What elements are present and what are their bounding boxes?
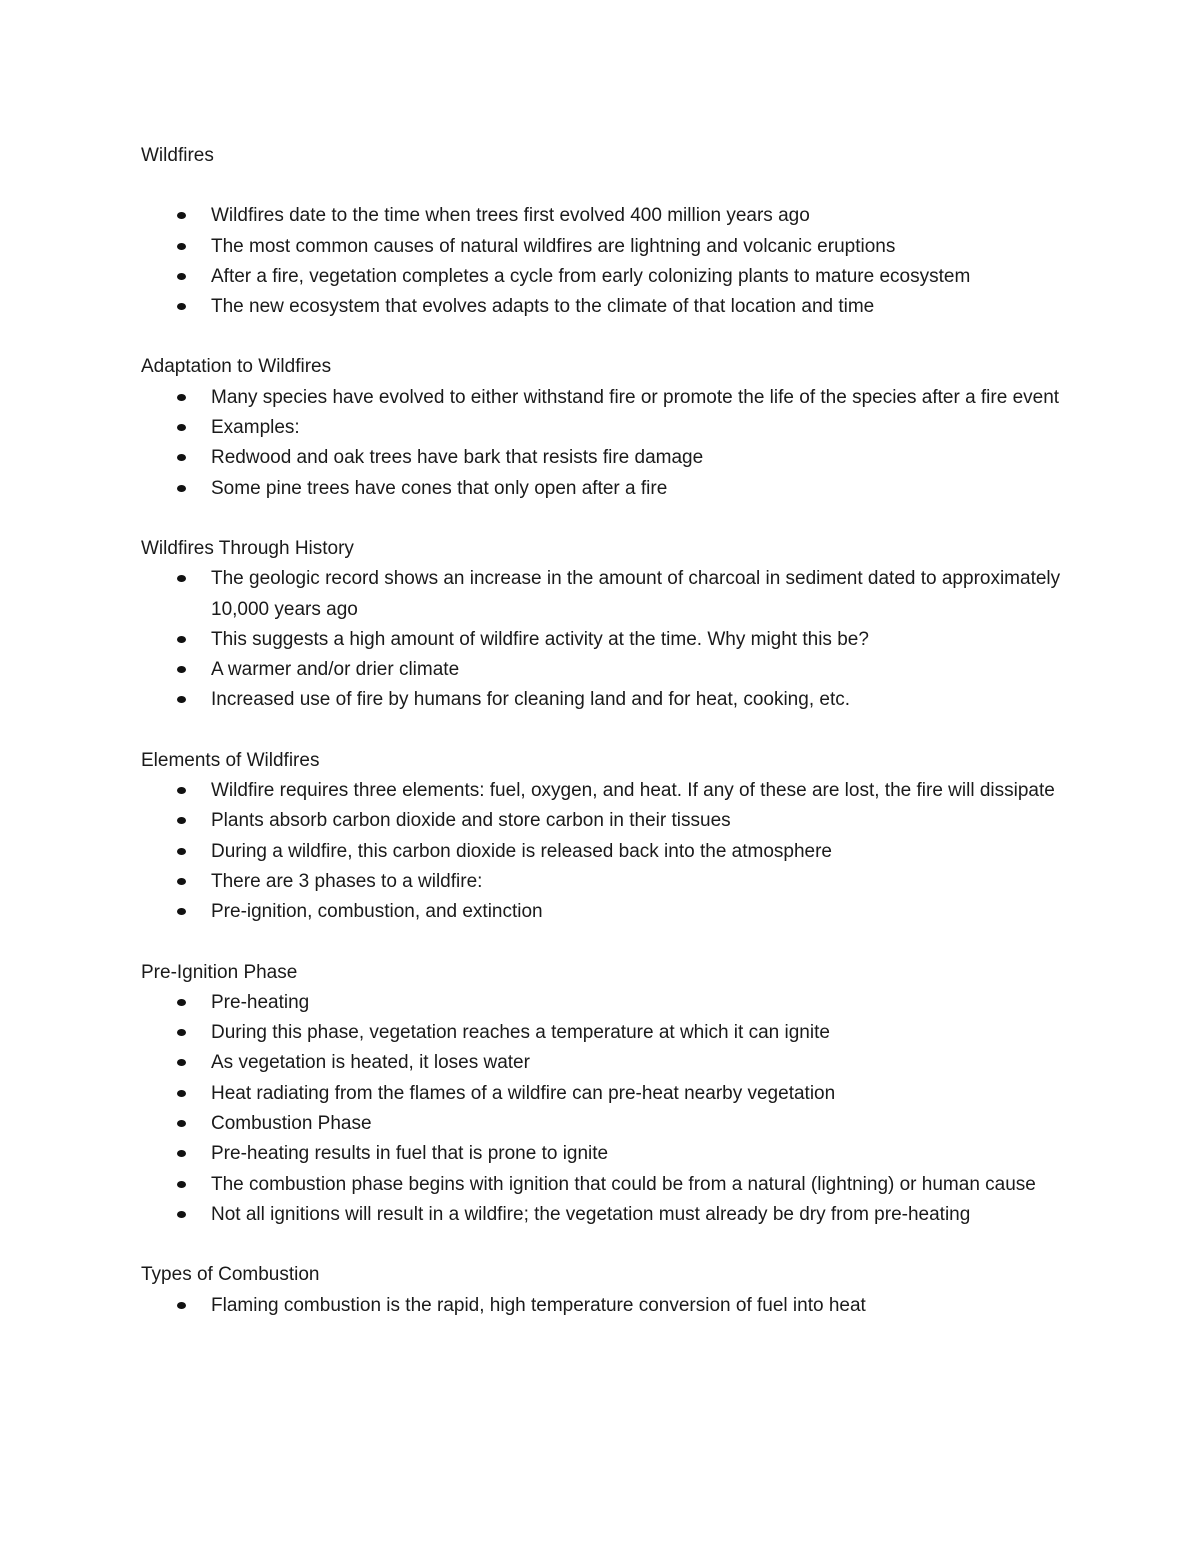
list-item — [141, 474, 1071, 504]
list-item-text: Increased use of fire by humans for cleaning land and for heat, cooking, etc. — [211, 689, 850, 711]
list-item — [141, 776, 1071, 806]
list-item — [141, 1291, 1071, 1321]
section-title-history: Wildfires Through History — [141, 537, 354, 559]
list-item — [141, 1170, 1071, 1200]
section-title-pre-ignition: Pre-Ignition Phase — [141, 961, 298, 983]
bullet-icon — [177, 485, 186, 492]
list-item-text: Plants absorb carbon dioxide and store carbon in their tissues — [211, 810, 731, 832]
bullet-icon — [177, 1090, 186, 1097]
bullet-icon — [177, 273, 186, 280]
list-item-text: During this phase, vegetation reaches a temperature at which it can ignite — [211, 1022, 830, 1044]
bullet-icon — [177, 575, 186, 582]
bullet-icon — [177, 666, 186, 673]
list-item-text: Redwood and oak trees have bark that resists fire damage — [211, 447, 704, 469]
list-item-text: Wildfire requires three elements: fuel, oxygen, and heat. If any of these are lost, the fire will dissipate — [211, 780, 1055, 802]
list-item-text: There are 3 phases to a wildfire: — [211, 870, 483, 892]
spacer — [141, 322, 1071, 352]
bullet-icon — [177, 303, 186, 310]
list-item-text: Not all ignitions will result in a wildfire; the vegetation must already be dry from pre-heating — [211, 1203, 971, 1225]
list-item-text: Many species have evolved to either withstand fire or promote the life of the species after a fire event — [211, 386, 1060, 408]
spacer — [141, 171, 1071, 201]
list-item — [141, 988, 1071, 1018]
list-item — [141, 262, 1071, 292]
list-item — [141, 1079, 1071, 1109]
list-item — [141, 1200, 1071, 1230]
list-item-text: Pre-heating — [211, 991, 310, 1013]
list-item-text: Wildfires date to the time when trees first evolved 400 million years ago — [211, 205, 810, 227]
bullet-icon — [177, 212, 186, 219]
list-item-text: Some pine trees have cones that only open after a fire — [211, 477, 668, 499]
bullet-icon — [177, 1029, 186, 1036]
bullet-icon — [177, 394, 186, 401]
list-item-text: A warmer and/or drier climate — [211, 659, 460, 681]
list-item-text: As vegetation is heated, it loses water — [211, 1052, 530, 1074]
list-item-text: The geologic record shows an increase in the amount of charcoal in sediment dated to approximately 10,000 years ago — [211, 568, 1061, 620]
list-item-text: Pre-ignition, combustion, and extinction — [211, 901, 543, 923]
list-item — [141, 413, 1071, 443]
list-item — [141, 897, 1071, 927]
bullet-icon — [177, 848, 186, 855]
bullet-list-types-of-combustion — [141, 1291, 1071, 1321]
list-item-text: Combustion Phase — [211, 1113, 372, 1135]
bullet-list-adaptation — [141, 383, 1071, 504]
bullet-icon — [177, 999, 186, 1006]
list-item — [141, 232, 1071, 262]
list-item-text: The combustion phase begins with ignition that could be from a natural (lightning) or human cause — [211, 1173, 1036, 1195]
bullet-icon — [177, 878, 186, 885]
list-item-text: Pre-heating results in fuel that is prone to ignite — [211, 1143, 609, 1165]
section-title-wildfires: Wildfires — [141, 145, 214, 166]
bullet-list-wildfires — [141, 201, 1071, 322]
bullet-list-elements — [141, 776, 1071, 927]
bullet-list-history — [141, 564, 1071, 715]
list-item-text: After a fire, vegetation completes a cycle from early colonizing plants to mature ecosystem — [211, 265, 971, 287]
list-item — [141, 443, 1071, 473]
list-item-text: During a wildfire, this carbon dioxide is released back into the atmosphere — [211, 840, 832, 862]
list-item — [141, 685, 1071, 715]
list-item-text: Flaming combustion is the rapid, high temperature conversion of fuel into heat — [211, 1294, 866, 1316]
list-item — [141, 1048, 1071, 1078]
spacer — [141, 716, 1071, 746]
list-item — [141, 383, 1071, 413]
section-title-adaptation: Adaptation to Wildfires — [141, 356, 332, 378]
section-title-types-of-combustion: Types of Combustion — [141, 1264, 320, 1286]
list-item-text: The new ecosystem that evolves adapts to the climate of that location and time — [211, 296, 875, 318]
bullet-list-pre-ignition — [141, 988, 1071, 1230]
list-item — [141, 806, 1071, 836]
list-item — [141, 201, 1071, 231]
list-item — [141, 655, 1071, 685]
list-item-text: Heat radiating from the flames of a wildfire can pre-heat nearby vegetation — [211, 1082, 836, 1104]
bullet-icon — [177, 1181, 186, 1188]
bullet-icon — [177, 1059, 186, 1066]
bullet-icon — [177, 454, 186, 461]
list-item — [141, 1018, 1071, 1048]
bullet-icon — [177, 636, 186, 643]
list-item — [141, 564, 1071, 625]
bullet-icon — [177, 424, 186, 431]
spacer — [141, 928, 1071, 958]
document-body — [141, 141, 1071, 1321]
list-item — [141, 292, 1071, 322]
list-item — [141, 867, 1071, 897]
bullet-icon — [177, 817, 186, 824]
section-title-elements: Elements of Wildfires — [141, 749, 320, 771]
list-item — [141, 625, 1071, 655]
list-item — [141, 1109, 1071, 1139]
bullet-icon — [177, 1120, 186, 1127]
bullet-icon — [177, 243, 186, 250]
bullet-icon — [177, 1150, 186, 1157]
list-item — [141, 1139, 1071, 1169]
bullet-icon — [177, 696, 186, 703]
spacer — [141, 1230, 1071, 1260]
bullet-icon — [177, 787, 186, 794]
list-item — [141, 837, 1071, 867]
list-item-text: This suggests a high amount of wildfire activity at the time. Why might this be? — [211, 628, 869, 650]
bullet-icon — [177, 1211, 186, 1218]
spacer — [141, 504, 1071, 534]
bullet-icon — [177, 1302, 186, 1309]
list-item-text: Examples: — [211, 417, 300, 439]
bullet-icon — [177, 908, 186, 915]
list-item-text: The most common causes of natural wildfires are lightning and volcanic eruptions — [211, 235, 896, 257]
